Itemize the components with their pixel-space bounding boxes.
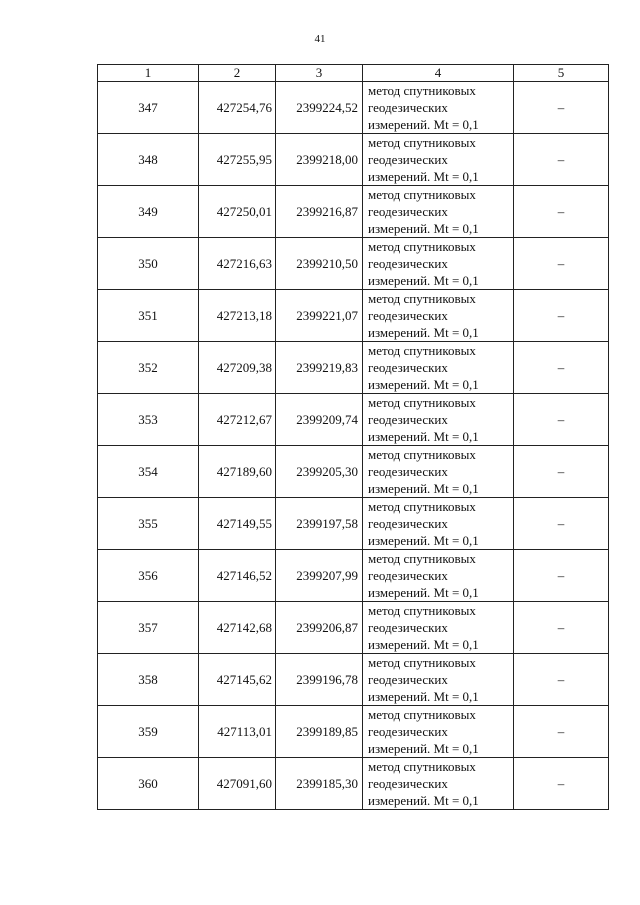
point-number-cell: 349 [98, 186, 199, 238]
table-row [98, 550, 609, 602]
method-cell: метод спутниковых геодезических измерений. Mt = 0,1 [363, 446, 514, 498]
table-row [98, 290, 609, 342]
table-row [98, 498, 609, 550]
point-number-cell: 358 [98, 654, 199, 706]
point-number-cell: 350 [98, 238, 199, 290]
note-cell: – [514, 394, 609, 446]
point-number-cell: 352 [98, 342, 199, 394]
method-cell: метод спутниковых геодезических измерений. Mt = 0,1 [363, 290, 514, 342]
point-number-cell: 354 [98, 446, 199, 498]
header-col-1: 1 [98, 65, 199, 82]
table-row [98, 706, 609, 758]
coordinate-y-cell: 2399216,87 [276, 186, 363, 238]
coordinate-x-cell: 427255,95 [199, 134, 276, 186]
coordinate-x-cell: 427091,60 [199, 758, 276, 810]
point-number-cell: 359 [98, 706, 199, 758]
coordinate-x-cell: 427212,67 [199, 394, 276, 446]
table-row [98, 134, 609, 186]
coordinate-x-cell: 427254,76 [199, 82, 276, 134]
method-cell: метод спутниковых геодезических измерений. Mt = 0,1 [363, 706, 514, 758]
note-cell: – [514, 498, 609, 550]
note-cell: – [514, 654, 609, 706]
table-row [98, 446, 609, 498]
table-row [98, 654, 609, 706]
table-row [98, 342, 609, 394]
point-number-cell: 348 [98, 134, 199, 186]
coordinate-y-cell: 2399205,30 [276, 446, 363, 498]
table-row [98, 82, 609, 134]
note-cell: – [514, 82, 609, 134]
header-col-5: 5 [514, 65, 609, 82]
note-cell: – [514, 550, 609, 602]
method-cell: метод спутниковых геодезических измерений. Mt = 0,1 [363, 758, 514, 810]
point-number-cell: 357 [98, 602, 199, 654]
table-header-row [98, 65, 609, 82]
coordinate-y-cell: 2399224,52 [276, 82, 363, 134]
method-cell: метод спутниковых геодезических измерений. Mt = 0,1 [363, 550, 514, 602]
header-col-2: 2 [199, 65, 276, 82]
point-number-cell: 355 [98, 498, 199, 550]
note-cell: – [514, 342, 609, 394]
method-cell: метод спутниковых геодезических измерений. Mt = 0,1 [363, 134, 514, 186]
coordinate-x-cell: 427149,55 [199, 498, 276, 550]
table-row [98, 758, 609, 810]
point-number-cell: 360 [98, 758, 199, 810]
coordinate-y-cell: 2399196,78 [276, 654, 363, 706]
table-row [98, 602, 609, 654]
point-number-cell: 351 [98, 290, 199, 342]
coordinate-y-cell: 2399197,58 [276, 498, 363, 550]
coordinate-x-cell: 427250,01 [199, 186, 276, 238]
coordinate-x-cell: 427209,38 [199, 342, 276, 394]
note-cell: – [514, 758, 609, 810]
header-col-3: 3 [276, 65, 363, 82]
point-number-cell: 347 [98, 82, 199, 134]
coordinate-y-cell: 2399189,85 [276, 706, 363, 758]
coordinate-x-cell: 427216,63 [199, 238, 276, 290]
table-row [98, 394, 609, 446]
note-cell: – [514, 290, 609, 342]
point-number-cell: 353 [98, 394, 199, 446]
method-cell: метод спутниковых геодезических измерений. Mt = 0,1 [363, 602, 514, 654]
coordinate-x-cell: 427146,52 [199, 550, 276, 602]
method-cell: метод спутниковых геодезических измерений. Mt = 0,1 [363, 394, 514, 446]
coordinate-y-cell: 2399185,30 [276, 758, 363, 810]
method-cell: метод спутниковых геодезических измерений. Mt = 0,1 [363, 654, 514, 706]
method-cell: метод спутниковых геодезических измерений. Mt = 0,1 [363, 186, 514, 238]
coordinate-y-cell: 2399206,87 [276, 602, 363, 654]
header-col-4: 4 [363, 65, 514, 82]
note-cell: – [514, 186, 609, 238]
page-number: 41 [314, 33, 326, 45]
coordinate-x-cell: 427213,18 [199, 290, 276, 342]
method-cell: метод спутниковых геодезических измерений. Mt = 0,1 [363, 498, 514, 550]
coordinate-y-cell: 2399219,83 [276, 342, 363, 394]
method-cell: метод спутниковых геодезических измерений. Mt = 0,1 [363, 82, 514, 134]
note-cell: – [514, 238, 609, 290]
coordinate-y-cell: 2399207,99 [276, 550, 363, 602]
coordinate-y-cell: 2399218,00 [276, 134, 363, 186]
note-cell: – [514, 602, 609, 654]
note-cell: – [514, 706, 609, 758]
table-row [98, 186, 609, 238]
method-cell: метод спутниковых геодезических измерений. Mt = 0,1 [363, 238, 514, 290]
coordinate-x-cell: 427142,68 [199, 602, 276, 654]
coordinate-x-cell: 427189,60 [199, 446, 276, 498]
note-cell: – [514, 446, 609, 498]
coordinate-y-cell: 2399221,07 [276, 290, 363, 342]
coordinate-x-cell: 427113,01 [199, 706, 276, 758]
method-cell: метод спутниковых геодезических измерений. Mt = 0,1 [363, 342, 514, 394]
coordinate-y-cell: 2399209,74 [276, 394, 363, 446]
point-number-cell: 356 [98, 550, 199, 602]
coordinates-table [97, 64, 609, 810]
coordinate-x-cell: 427145,62 [199, 654, 276, 706]
table-row [98, 238, 609, 290]
note-cell: – [514, 134, 609, 186]
coordinate-y-cell: 2399210,50 [276, 238, 363, 290]
